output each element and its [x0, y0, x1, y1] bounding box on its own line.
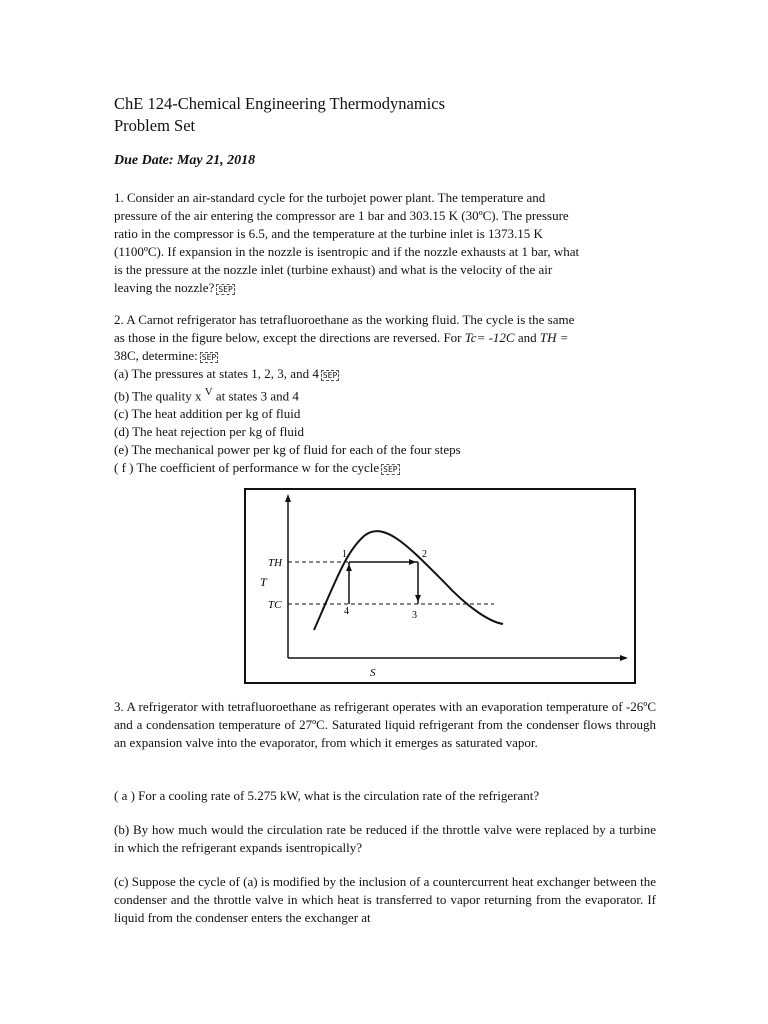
- problem-3-part-c: (c) Suppose the cycle of (a) is modified by the inclusion of a countercurrent heat exchanger between the condenser and the throttle valve in which heat is transferred to vapor returning from the evaporator. If liquid from the condenser enters the exchanger at: [114, 874, 656, 925]
- problem-1-line: ratio in the compressor is 6.5, and the temperature at the turbine inlet is 1373.15 K: [114, 226, 543, 241]
- course-title: ChE 124-Chemical Engineering Thermodynamics: [114, 94, 445, 113]
- arrow-4-1-icon: [346, 564, 352, 571]
- problem-2-item-e: (e) The mechanical power per kg of fluid for each of the four steps: [114, 442, 461, 458]
- problem-2-item-f: ( f ) The coefficient of performance w for the cycle SEP: [114, 460, 398, 476]
- arrow-1-2-icon: [409, 559, 416, 565]
- state-label-2: 2: [422, 549, 427, 560]
- arrow-2-3-icon: [415, 595, 421, 602]
- problem-2-item-a: (a) The pressures at states 1, 2, 3, and 4 SEP: [114, 366, 338, 381]
- document-subtitle: Problem Set: [114, 116, 196, 135]
- ts-diagram-svg: [246, 490, 634, 682]
- separator-glyph-icon: SEP: [218, 284, 233, 294]
- problem-1-line: is the pressure at the nozzle inlet (turbine exhaust) and what is the velocity of the air: [114, 262, 553, 277]
- th-label: TH: [268, 557, 283, 569]
- problem-2: [114, 311, 656, 477]
- quality-superscript: V: [204, 386, 213, 398]
- x-axis-label: S: [370, 667, 376, 679]
- problem-3-part-b: (b) By how much would the circulation rate be reduced if the throttle valve were replaced by a turbine in which the refrigerant expands isentropically?: [114, 822, 656, 855]
- due-date: Due Date: May 21, 2018: [114, 153, 256, 168]
- ts-diagram: [244, 488, 636, 684]
- separator-glyph-icon: SEP: [322, 370, 338, 380]
- saturation-dome-curve: [314, 531, 503, 630]
- problem-2-line: 2. A Carnot refrigerator has tetrafluoroethane as the working fluid. The cycle is the same: [114, 312, 575, 327]
- problem-1-line: leaving the nozzle? SEP: [114, 280, 233, 295]
- problem-1: [114, 189, 656, 297]
- y-axis-arrow-icon: [285, 494, 291, 502]
- separator-glyph-icon: SEP: [201, 352, 217, 362]
- problem-2-line: as those in the figure below, except the directions are reversed. For Tc= -12C and TH =: [114, 330, 569, 345]
- th-expression: TH =: [539, 330, 569, 345]
- state-label-4: 4: [344, 606, 349, 617]
- problem-1-line: pressure of the air entering the compressor are 1 bar and 303.15 K (30ºC). The pressure: [114, 208, 569, 223]
- y-axis-label: T: [260, 575, 267, 589]
- problem-2-item-b: (b) The quality x $^V$ at states 3 and 4: [114, 386, 299, 404]
- problem-2-line: 38C, determine: SEP: [114, 348, 217, 363]
- state-label-1: 1: [342, 549, 347, 560]
- separator-glyph-icon: SEP: [383, 464, 398, 474]
- problem-1-line: (1100ºC). If expansion in the nozzle is isentropic and if the nozzle exhausts at 1 bar, what: [114, 244, 580, 259]
- problem-2-item-d: (d) The heat rejection per kg of fluid: [114, 424, 304, 440]
- state-label-3: 3: [412, 610, 417, 621]
- problem-2-item-c: (c) The heat addition per kg of fluid: [114, 406, 301, 422]
- problem-3-intro: 3. A refrigerator with tetrafluoroethane as refrigerant operates with an evaporation temperature of -26ºC and a condensation temperature of 27ºC. Saturated liquid refrigerant from the condenser flows through an expansion valve into the evaporator, from which it emerges as saturated vapor.: [114, 699, 656, 750]
- tc-label: TC: [268, 599, 282, 611]
- tc-expression: Tc= -12C: [464, 330, 515, 345]
- problem-3-part-a: ( a ) For a cooling rate of 5.275 kW, what is the circulation rate of the refrigerant?: [114, 788, 540, 803]
- x-axis-arrow-icon: [620, 655, 628, 661]
- problem-1-line: 1. Consider an air-standard cycle for the turbojet power plant. The temperature and: [114, 190, 546, 205]
